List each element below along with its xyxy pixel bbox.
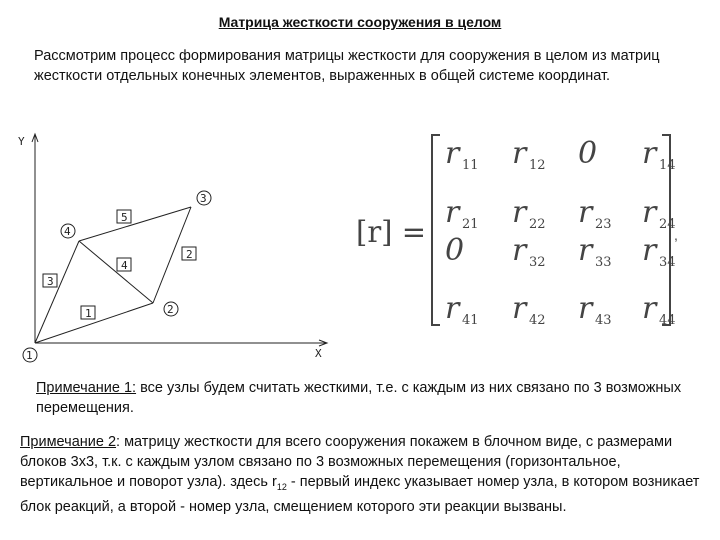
- r12-base: r: [271, 474, 277, 490]
- element-3-line: [35, 241, 79, 343]
- intro-paragraph: Рассмотрим процесс формирования матрицы жесткости для сооружения в целом из матриц жесткости отдельных конечных элементов, выраженных в общей системе координат.: [34, 48, 660, 84]
- matrix-cell-subscript: 43: [595, 313, 612, 328]
- note-2: [20, 432, 710, 517]
- matrix-cell: r: [512, 195, 527, 230]
- matrix-cell: 0: [578, 136, 598, 171]
- matrix-cell: r: [642, 195, 657, 230]
- matrix-tail: ,: [674, 227, 678, 243]
- matrix-cell: r: [445, 291, 460, 326]
- matrix-lhs: [r] =: [356, 215, 426, 250]
- element-1-label: 1: [85, 307, 92, 320]
- matrix-cell: r: [512, 136, 527, 171]
- matrix-cell-subscript: 14: [659, 158, 676, 173]
- matrix-cell-subscript: 44: [659, 313, 676, 328]
- element-2-label: 2: [186, 248, 193, 261]
- matrix-cell-subscript: 21: [462, 217, 479, 232]
- matrix-cell: r: [512, 291, 527, 326]
- matrix-cell: r: [578, 233, 593, 268]
- matrix-cell: 0: [445, 233, 465, 268]
- r12-symbol: [272, 474, 287, 490]
- element-4-label: 4: [121, 259, 128, 272]
- node-3-label: 3: [200, 192, 207, 205]
- matrix-cell: r: [642, 136, 657, 171]
- matrix-cell-subscript: 34: [659, 255, 676, 270]
- matrix-cell-subscript: 11: [462, 158, 479, 173]
- element-5-label: 5: [121, 211, 128, 224]
- element-5-line: [79, 207, 191, 241]
- node-1-label: 1: [26, 349, 33, 362]
- matrix-cell: r: [578, 291, 593, 326]
- matrix-cell-subscript: 42: [529, 313, 546, 328]
- matrix-cell-subscript: 33: [595, 255, 612, 270]
- matrix-cell: r: [578, 195, 593, 230]
- note-1: [36, 378, 686, 418]
- title-text: Матрица жесткости сооружения в целом: [218, 14, 502, 30]
- matrix-cell: r: [445, 136, 460, 171]
- matrix-cells: [445, 136, 676, 328]
- stiffness-matrix: [356, 135, 678, 328]
- element-3-label: 3: [47, 275, 54, 288]
- matrix-cell-subscript: 24: [659, 217, 676, 232]
- matrix-cell-subscript: 22: [529, 217, 546, 232]
- note-2-label: Примечание 2: [20, 434, 117, 450]
- note-1-text: все узлы будем считать жесткими, т.е. с каждым из них связано по 3 возможных перемещения.: [36, 380, 682, 416]
- note-1-label: Примечание 1:: [36, 380, 137, 396]
- structure-diagram: [23, 134, 327, 362]
- matrix-cell-subscript: 12: [529, 158, 546, 173]
- matrix-cell-subscript: 41: [462, 313, 479, 328]
- matrix-cell: r: [512, 233, 527, 268]
- matrix-cell: r: [445, 195, 460, 230]
- x-axis-label: X: [315, 347, 322, 360]
- matrix-cell: r: [642, 233, 657, 268]
- note-2-text-a: : матрицу жесткости для всего сооружения покажем в блочном виде, с размерами блоков 3х3, т.к. с каждым узлом связано по 3 возможных перемещения (горизонтальное, вертикальное и поворот узла). здесь: [20, 434, 673, 490]
- element-1-line: [35, 303, 153, 343]
- element-4-line: [79, 241, 153, 303]
- node-2-label: 2: [167, 303, 174, 316]
- node-4-label: 4: [64, 225, 71, 238]
- matrix-cell-subscript: 32: [529, 255, 546, 270]
- matrix-cell: r: [642, 291, 657, 326]
- r12-sub: 12: [276, 481, 287, 492]
- note-2-text-b: - первый индекс указывает номер узла, в котором возникает блок реакций, а второй - номер узла, смещением которого эти реакции вызваны.: [20, 474, 700, 515]
- y-axis-label: Y: [18, 135, 25, 148]
- matrix-cell-subscript: 23: [595, 217, 612, 232]
